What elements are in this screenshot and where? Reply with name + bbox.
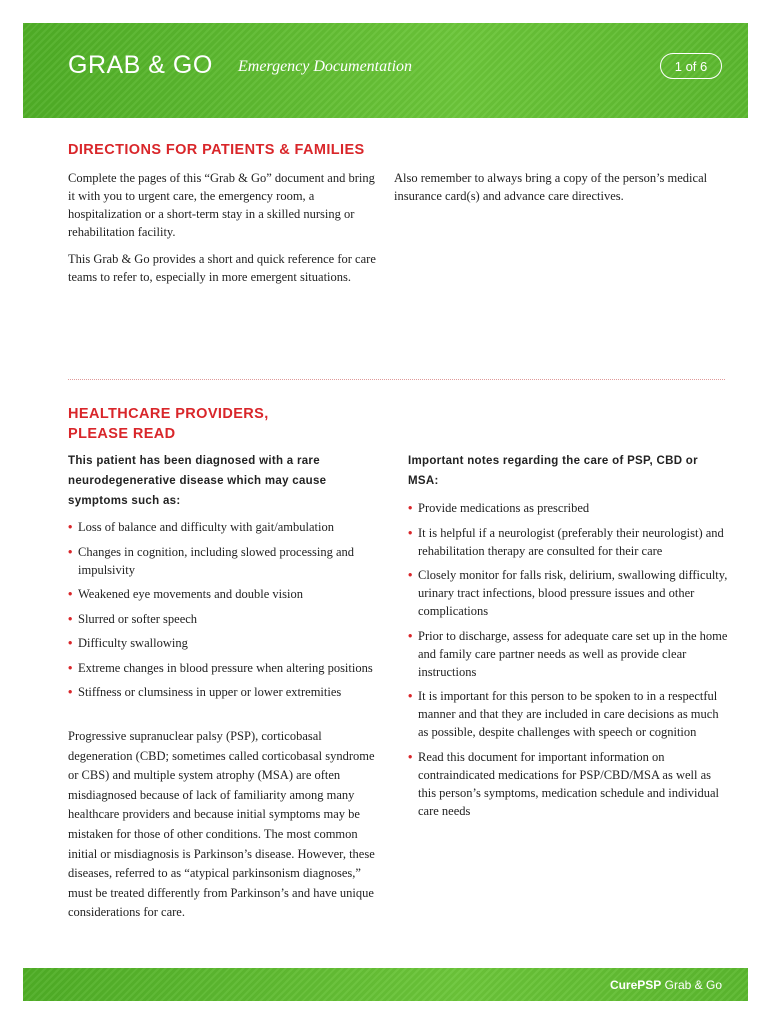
bullet-icon: • — [408, 628, 413, 643]
bullet-icon: • — [408, 525, 413, 540]
footer-brand: CurePSP — [609, 978, 662, 992]
bullet-icon: • — [68, 611, 73, 626]
list-item: • Extreme changes in blood pressure when altering positions — [68, 660, 373, 675]
providers-heading-line-1: HEALTHCARE PROVIDERS, — [68, 406, 269, 422]
footer-label — [610, 978, 722, 992]
list-item: • Stiffness or clumsiness in upper or lower extremities — [68, 685, 342, 699]
symptoms-list — [68, 518, 386, 708]
bullet-icon: • — [408, 749, 413, 764]
page-indicator — [660, 53, 722, 79]
footer-document-name: Grab & Go — [664, 978, 722, 992]
list-item: • Closely monitor for falls risk, delirium, swallowing difficulty, urinary tract infections, blood pressure issues and other complications — [408, 568, 728, 618]
list-item: • Provide medications as prescribed — [408, 501, 590, 515]
directions-paragraph-3: Also remember to always bring a copy of the person’s medical insurance card(s) and advance care directives. — [394, 171, 708, 203]
list-item: • Difficulty swallowing — [68, 636, 188, 650]
section-divider — [68, 379, 725, 380]
providers-heading — [68, 404, 269, 444]
conditions-description: Progressive supranuclear palsy (PSP), corticobasal degeneration (CBD; sometimes called corticobasal syndrome or CBS) and multiple system atrophy (MSA) are often misdiagnosed because of lack of familiarity among many healthcare providers and because initial symptoms may be mistaken for those of other conditions. The most common initial or misdiagnosis is Parkinson’s disease. However, these diseases, referred to as “atypical parkinsonism diagnoses,” must be treated differently from Parkinson’s and have unique considerations for care. — [68, 729, 375, 920]
document-title: GRAB & GO — [68, 51, 213, 79]
bullet-icon: • — [68, 544, 73, 559]
list-item: • Read this document for important information on contraindicated medications for PSP/CBD/MSA as well as this person’s symptoms, medication schedule and individual care needs — [408, 749, 720, 818]
list-item: • Weakened eye movements and double vision — [68, 587, 303, 601]
care-notes-heading: Important notes regarding the care of PSP, CBD or MSA: — [408, 455, 698, 487]
list-item: • Changes in cognition, including slowed processing and impulsivity — [68, 544, 355, 577]
list-item: • Slurred or softer speech — [68, 611, 198, 626]
bullet-icon: • — [408, 568, 413, 582]
bullet-icon: • — [68, 636, 73, 650]
bullet-icon: • — [68, 520, 73, 534]
care-notes-list — [408, 499, 728, 826]
bullet-icon: • — [68, 587, 73, 601]
bullet-icon: • — [68, 660, 73, 675]
directions-paragraph-2: This Grab & Go provides a short and quick reference for care teams to refer to, especially in more emergent situations. — [68, 252, 376, 284]
list-item: • It is important for this person to be spoken to in a respectful manner and that they are included in care decisions as much as possible, despite challenges with speech or cognition — [408, 689, 719, 739]
list-item: • Prior to discharge, assess for adequate care set up in the home and family care partner needs as well as provide clear instructions — [408, 628, 728, 679]
list-item: • Loss of balance and difficulty with gait/ambulation — [68, 520, 334, 534]
providers-intro: This patient has been diagnosed with a rare neurodegenerative disease which may cause symptoms such as: — [68, 455, 327, 507]
providers-heading-line-2: PLEASE READ — [68, 426, 176, 442]
directions-paragraph-1: Complete the pages of this “Grab & Go” document and bring it with you to urgent care, the emergency room, a hospitalization or a short-term stay in a skilled nursing or rehabilitation facility. — [68, 171, 375, 239]
document-subtitle: Emergency Documentation — [238, 58, 413, 75]
directions-heading: DIRECTIONS FOR PATIENTS & FAMILIES — [68, 142, 365, 158]
bullet-icon: • — [68, 685, 73, 699]
list-item: • It is helpful if a neurologist (preferably their neurologist) and rehabilitation therapy are consulted for their care — [408, 525, 724, 558]
page-indicator-text: 1 of 6 — [674, 58, 708, 74]
bullet-icon: • — [408, 501, 413, 515]
bullet-icon: • — [408, 689, 413, 703]
